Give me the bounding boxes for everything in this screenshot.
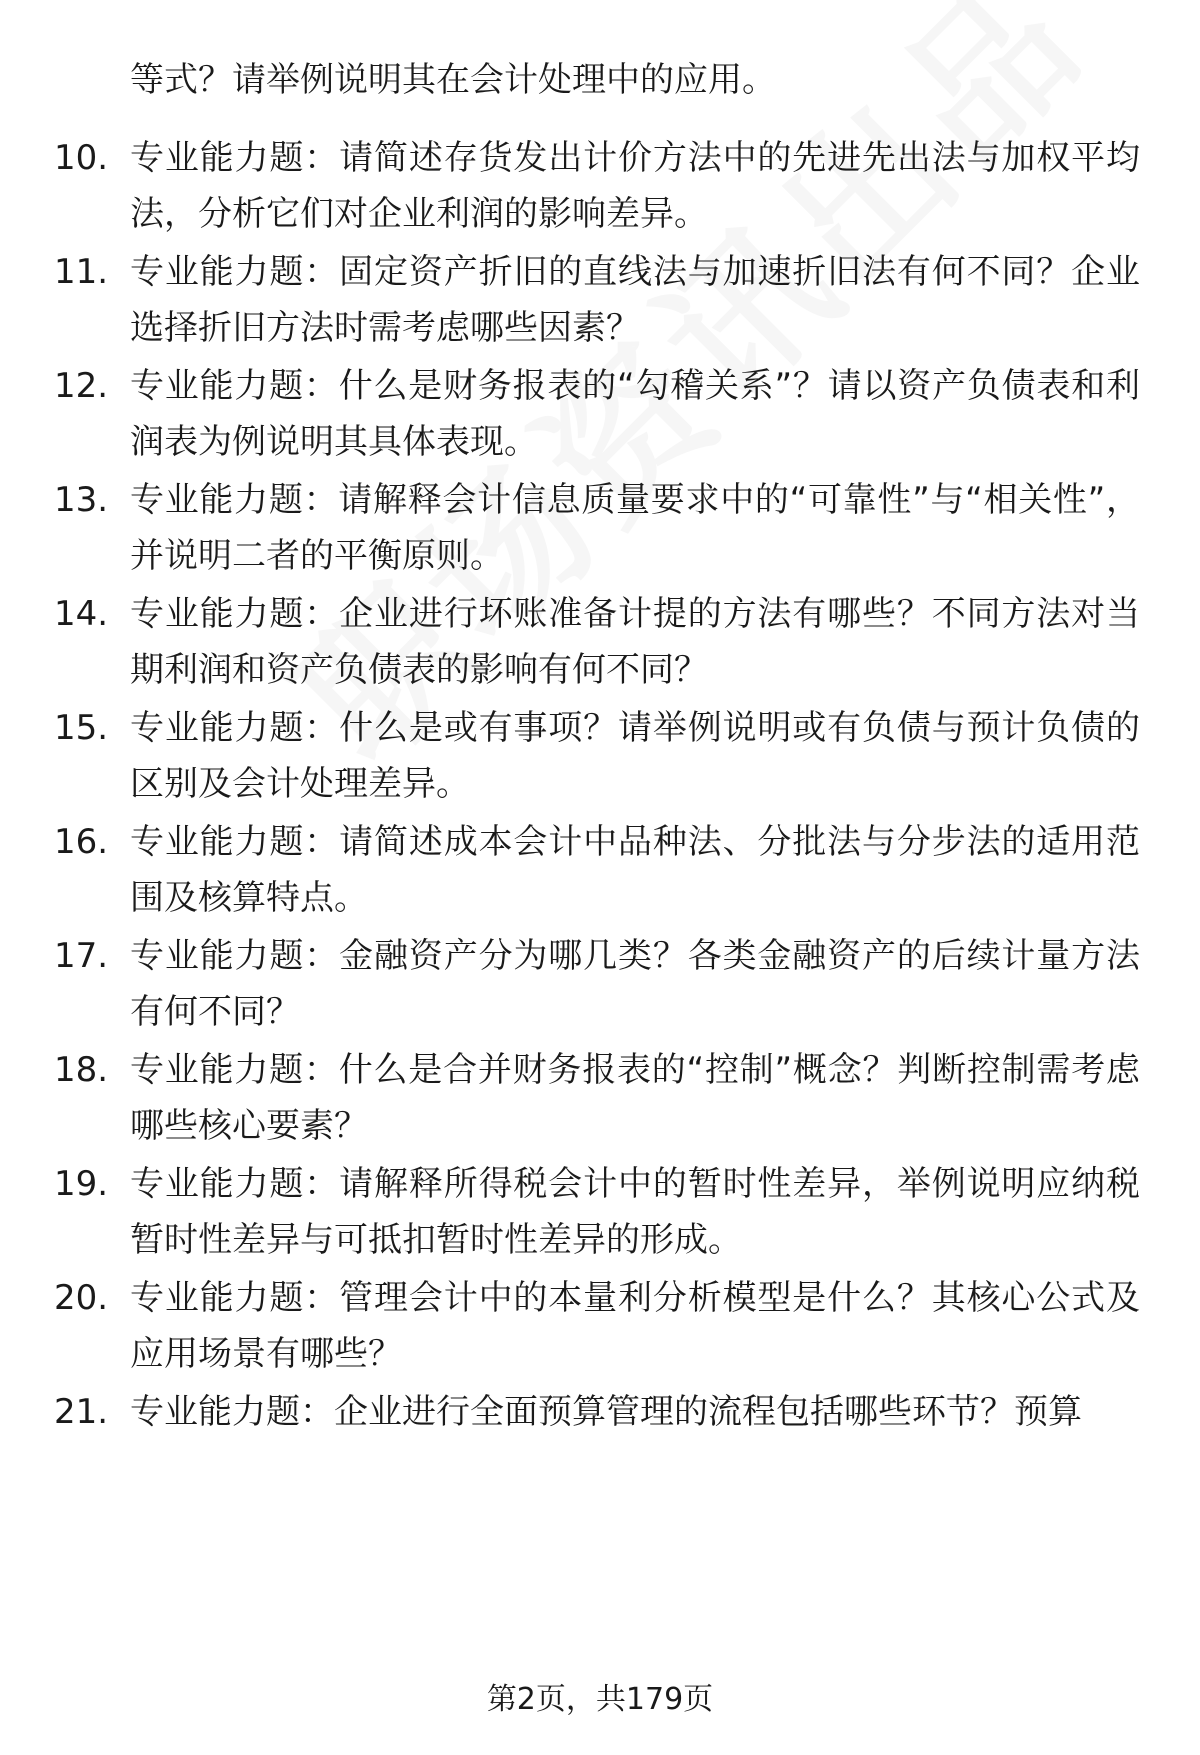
item-text: 专业能力题：请解释会计信息质量要求中的“可靠性”与“相关性”，并说明二者的平衡原则。: [130, 480, 1140, 576]
item-text: 专业能力题：请解释所得税会计中的暂时性差异，举例说明应纳税暂时性差异与可抵扣暂时性差异的形成。: [130, 1164, 1140, 1260]
item-number: 12.: [54, 366, 109, 406]
item-text: 专业能力题：固定资产折旧的直线法与加速折旧法有何不同？企业选择折旧方法时需考虑哪些因素？: [130, 252, 1140, 348]
item-number: 14.: [54, 594, 109, 634]
item-text: 专业能力题：企业进行全面预算管理的流程包括哪些环节？预算: [130, 1392, 1082, 1432]
item-number: 19.: [54, 1164, 109, 1204]
item-text: 专业能力题：什么是或有事项？请举例说明或有负债与预计负债的区别及会计处理差异。: [130, 708, 1140, 804]
item-text: 专业能力题：什么是财务报表的“勾稽关系”？请以资产负债表和利润表为例说明其具体表现。: [130, 366, 1140, 462]
item-number: 11.: [54, 252, 109, 292]
item-text: 专业能力题：请简述存货发出计价方法中的先进先出法与加权平均法，分析它们对企业利润的影响差异。: [130, 138, 1140, 234]
page-footer: 第2页，共179页: [486, 1682, 714, 1717]
continuation-text: 等式？请举例说明其在会计处理中的应用。: [130, 60, 776, 100]
item-number: 15.: [54, 708, 109, 748]
item-number: 16.: [54, 822, 109, 862]
item-text: 专业能力题：管理会计中的本量利分析模型是什么？其核心公式及应用场景有哪些？: [130, 1278, 1140, 1374]
item-number: 20.: [54, 1278, 109, 1318]
item-text: 专业能力题：什么是合并财务报表的“控制”概念？判断控制需考虑哪些核心要素？: [130, 1050, 1140, 1146]
item-number: 18.: [54, 1050, 109, 1090]
item-number: 21.: [54, 1392, 109, 1432]
item-text: 专业能力题：请简述成本会计中品种法、分批法与分步法的适用范围及核算特点。: [130, 822, 1140, 918]
item-number: 13.: [54, 480, 109, 520]
item-number: 10.: [54, 138, 109, 178]
item-number: 17.: [54, 936, 109, 976]
item-text: 专业能力题：金融资产分为哪几类？各类金融资产的后续计量方法有何不同？: [130, 936, 1140, 1032]
item-text: 专业能力题：企业进行坏账准备计提的方法有哪些？不同方法对当期利润和资产负债表的影响有何不同？: [130, 594, 1140, 690]
